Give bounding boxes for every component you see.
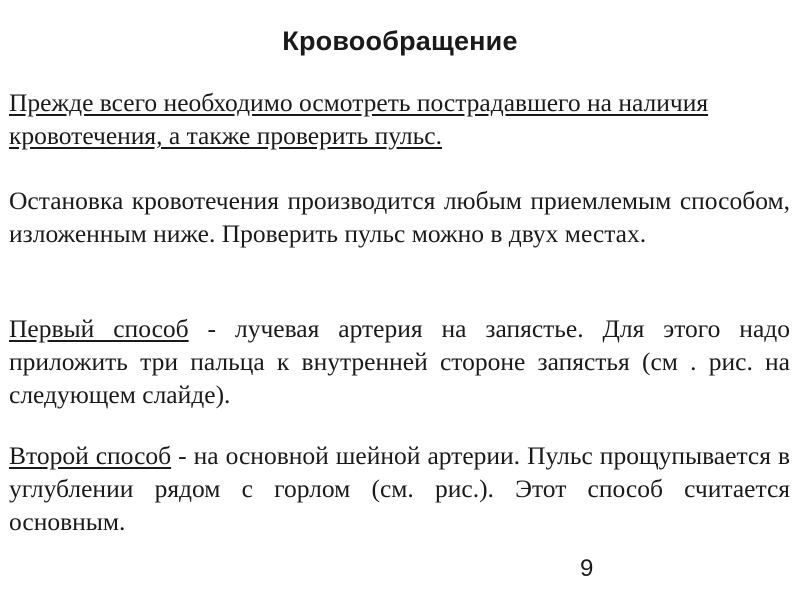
first-method-text: - лучевая артерия на запястье. Для этого надо приложить три пальца к внутренней стороне запястья (см . рис. на следующем слайде).: [9, 314, 790, 409]
first-method-paragraph: [9, 312, 790, 411]
page-number: 9: [580, 555, 594, 582]
bleeding-paragraph: Остановка кровотечения производится любым приемлемым способом, изложенным ниже. Проверить пульс можно в двух местах.: [9, 186, 790, 248]
first-method-label: Первый способ: [9, 314, 189, 343]
second-method-label: Второй способ: [9, 441, 172, 470]
intro-paragraph: Прежде всего необходимо осмотреть пострадавшего на наличия кровотечения, а также проверить пульс.: [9, 88, 709, 150]
second-method-text: - на основной шейной артерии. Пульс прощупывается в углублении рядом с горлом (см. рис.). Этот способ считается основным.: [9, 441, 790, 536]
slide-title: Кровообращение: [282, 26, 518, 56]
second-method-paragraph: [9, 439, 790, 538]
